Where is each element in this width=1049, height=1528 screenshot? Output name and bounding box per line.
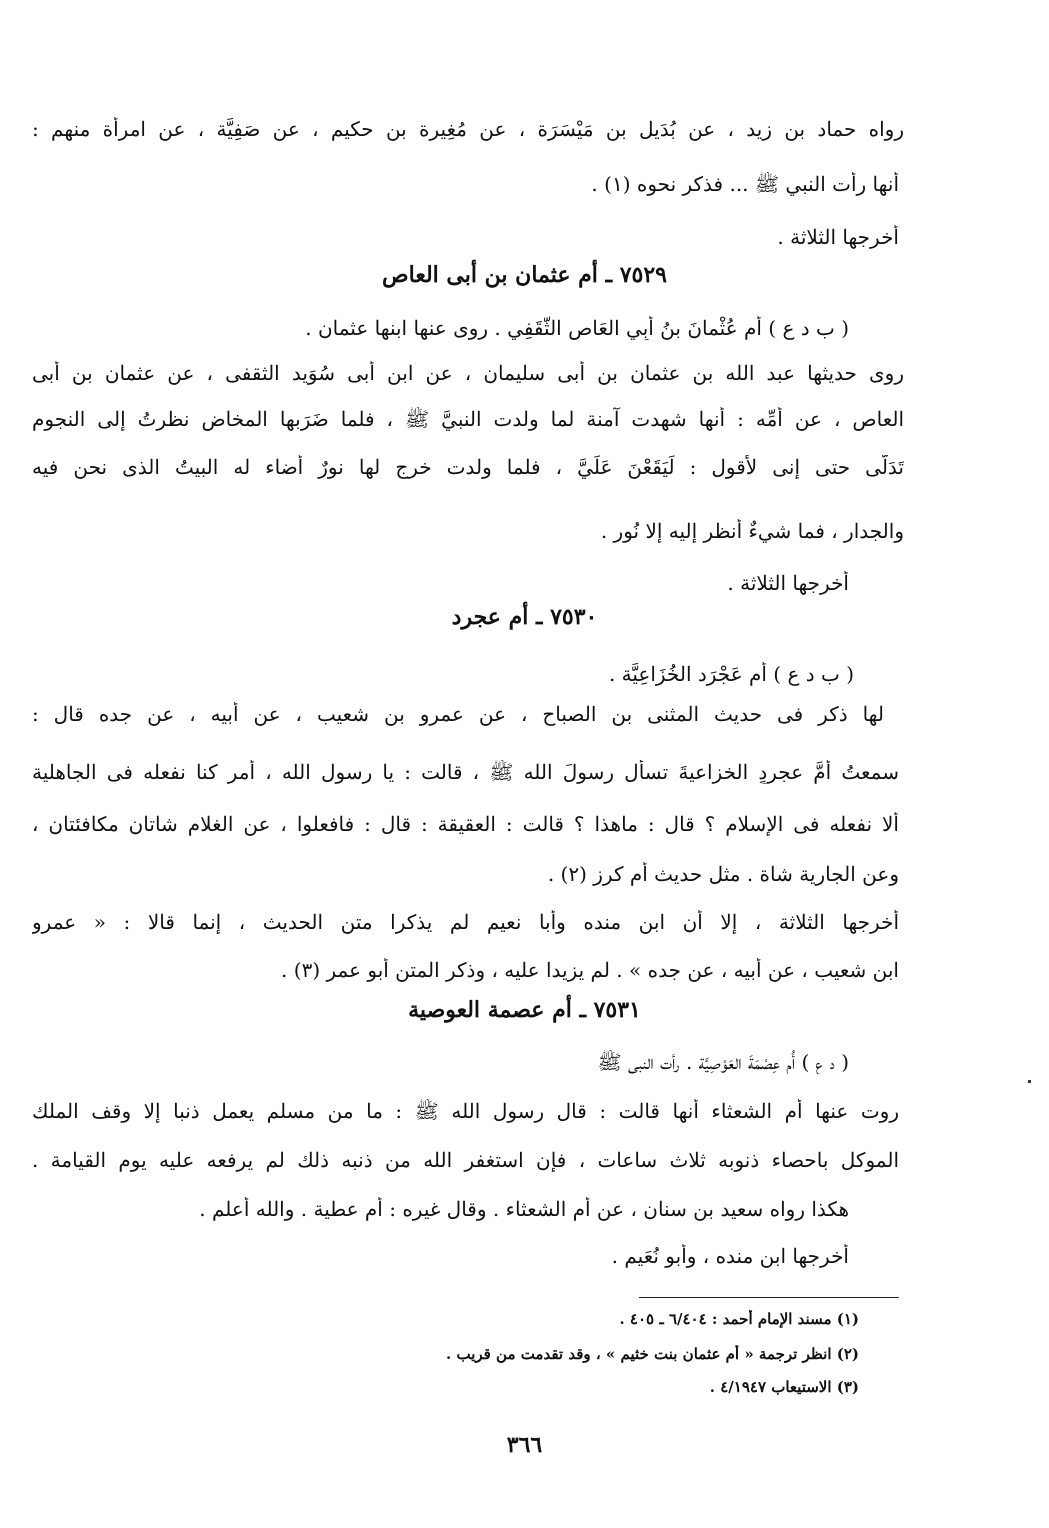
entry-heading: ٧٥٣١ ـ أم عصمة العوصية <box>408 997 641 1023</box>
text-line: ابن شعيب ، عن أبيه ، عن جده » . لم يزيدا عليه ، وذكر المتن أبو عمر (٣) . <box>281 958 899 982</box>
text-line: ألا نفعله فى الإسلام ؟ قال : ماهذا ؟ قالت : العقيقة : قال : فافعلوا ، عن الغلام شاتان مكافئتان ، <box>32 812 899 836</box>
text-line: ( ب د ع ) أُم عَجْرَد الخُزَاعِيَّة . <box>608 662 854 686</box>
text-line: والجدار ، فما شيءٌ أنظر إليه إلا نُور . <box>600 519 904 543</box>
text-line: روى حديثها عبد الله بن عثمان بن أبى سليمان ، عن ابن أبى سُوَيد الثقفى ، عن عثمان بن أبى <box>32 361 904 385</box>
footnote: (١) مسند الإمام أحمد : ٦/٤٠٤ ـ ٤٠٥ . <box>619 1310 859 1328</box>
text-line: العاص ، عن أُمِّه : أنها شهدت آمنة لما ولدت النبيَّ ﷺ ، فلما ضَرَبها المخاض نظرتُ إلى النجوم <box>32 407 904 431</box>
text-line: أخرجها ابن منده ، وأبو نُعَيم . <box>611 1244 849 1268</box>
text-line: أخرجها الثلاثة . <box>777 225 899 249</box>
text-line: وعن الجارية شاة . مثل حديث أم كرز (٢) . <box>547 862 899 886</box>
entry-heading: ٧٥٢٩ ـ أم عثمان بن أبى العاص <box>382 262 667 288</box>
text-line: روت عنها أم الشعثاء أنها قالت : قال رسول الله ﷺ : ما من مسلم يعمل ذنبا إلا وقف الملك <box>32 1099 899 1123</box>
text-line: أخرجها الثلاثة . <box>727 571 849 595</box>
text-line: الموكل باحصاء ذنوبه ثلاث ساعات ، فإن استغفر الله من ذنبه ذلك لم يرفعه عليه يوم القيامة . <box>32 1148 899 1172</box>
footnote-separator <box>639 1297 899 1298</box>
text-line: أخرجها الثلاثة ، إلا أن ابن منده وأبا نعيم لم يذكرا متن الحديث ، إنما قالا : « عمرو <box>32 910 899 934</box>
text-line: أنها رأت النبي ﷺ ... فذكر نحوه (١) . <box>591 172 899 196</box>
text-line: ( د ع ) أُم عِصْمَةَ العَوْصِيَّة . رأت النبي ﷺ <box>597 1050 849 1074</box>
scan-speck <box>1028 1080 1031 1083</box>
page-number: ٣٦٦ <box>506 1432 543 1458</box>
text-line: لها ذكر فى حديث المثنى بن الصباح ، عن عمرو بن شعيب ، عن أبيه ، عن جده قال : <box>32 702 884 726</box>
text-line: ( ب د ع ) أُم عُثْمانَ بنُ أَبِي العَاصِ الثَّقَفِي . روى عنها ابنها عثمان . <box>305 316 849 340</box>
footnote: (٢) انظر ترجمة « أم عثمان بنت خثيم » ، وقد تقدمت من قريب . <box>446 1345 859 1363</box>
text-line: هكذا رواه سعيد بن سنان ، عن أم الشعثاء . وقال غيره : أم عطية . والله أعلم . <box>199 1197 849 1221</box>
entry-heading: ٧٥٣٠ ـ أم عجرد <box>451 604 598 630</box>
text-line: سمعتُ أُمَّ عجردٍ الخزاعيةَ تسأل رسولَ الله ﷺ ، قالت : يا رسول الله ، أمر كنا نفعله فى الجاهلية <box>32 760 899 784</box>
text-line: رواه حماد بن زيد ، عن بُدَيل بن مَيْسَرَة ، عن مُغِيرة بن حكيم ، عن صَفِيَّة ، عن امرأة منهم : <box>32 117 904 141</box>
text-line: تَدَلَّى حتى إنى لأقول : لَيَقَعْنَ عَلَيَّ ، فلما ولدت خرج لها نورٌ أضاء له البيتُ الذى نحن فيه <box>32 455 904 479</box>
footnote: (٣) الاستيعاب ٤/١٩٤٧ . <box>709 1378 859 1396</box>
